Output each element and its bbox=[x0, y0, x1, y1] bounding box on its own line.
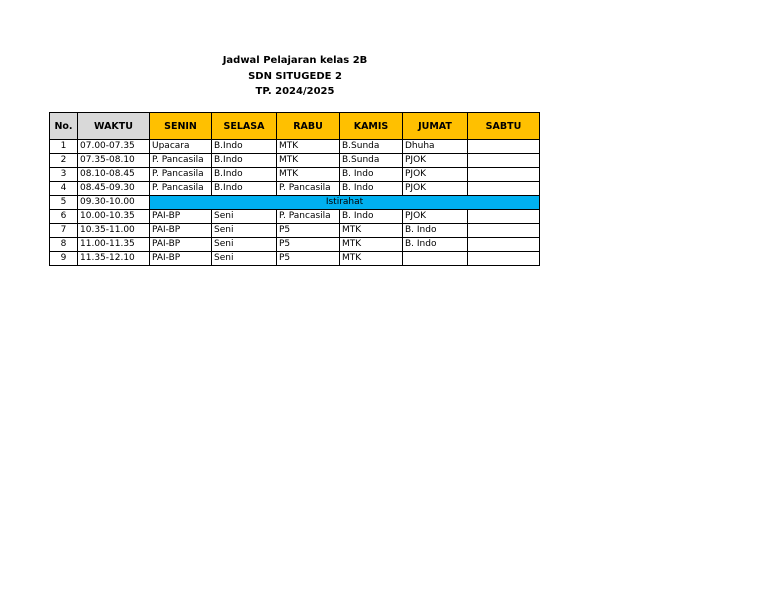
cell-kamis: B. Indo bbox=[340, 182, 403, 196]
cell-waktu: 09.30-10.00 bbox=[78, 196, 150, 210]
cell-selasa: B.Indo bbox=[212, 140, 277, 154]
header-senin: SENIN bbox=[150, 113, 212, 140]
document-title bbox=[210, 53, 380, 100]
table-row bbox=[50, 168, 540, 182]
cell-senin: PAI-BP bbox=[150, 238, 212, 252]
cell-rabu: P. Pancasila bbox=[277, 182, 340, 196]
break-label: Istirahat bbox=[150, 196, 540, 210]
cell-waktu: 07.35-08.10 bbox=[78, 154, 150, 168]
table-row bbox=[50, 140, 540, 154]
header-no: No. bbox=[50, 113, 78, 140]
title-line-3: TP. 2024/2025 bbox=[255, 86, 335, 97]
cell-no: 2 bbox=[50, 154, 78, 168]
cell-waktu: 08.45-09.30 bbox=[78, 182, 150, 196]
cell-selasa: Seni bbox=[212, 238, 277, 252]
cell-senin: Upacara bbox=[150, 140, 212, 154]
cell-rabu: P5 bbox=[277, 252, 340, 266]
cell-jumat: PJOK bbox=[403, 182, 468, 196]
cell-kamis: B. Indo bbox=[340, 168, 403, 182]
title-line-2: SDN SITUGEDE 2 bbox=[248, 70, 342, 82]
cell-jumat: Dhuha bbox=[403, 140, 468, 154]
cell-rabu: MTK bbox=[277, 168, 340, 182]
cell-rabu: P5 bbox=[277, 224, 340, 238]
header-rabu: RABU bbox=[277, 113, 340, 140]
cell-senin: PAI-BP bbox=[150, 210, 212, 224]
cell-kamis: B. Indo bbox=[340, 210, 403, 224]
cell-sabtu bbox=[468, 210, 540, 224]
cell-jumat: PJOK bbox=[403, 210, 468, 224]
table-row bbox=[50, 238, 540, 252]
cell-waktu: 11.35-12.10 bbox=[78, 252, 150, 266]
cell-no: 4 bbox=[50, 182, 78, 196]
cell-kamis: B.Sunda bbox=[340, 154, 403, 168]
cell-selasa: B.Indo bbox=[212, 168, 277, 182]
cell-senin: PAI-BP bbox=[150, 224, 212, 238]
cell-rabu: MTK bbox=[277, 140, 340, 154]
cell-no: 3 bbox=[50, 168, 78, 182]
table-row bbox=[50, 210, 540, 224]
cell-jumat: B. Indo bbox=[403, 224, 468, 238]
cell-no: 5 bbox=[50, 196, 78, 210]
header-waktu: WAKTU bbox=[78, 113, 150, 140]
cell-jumat: PJOK bbox=[403, 154, 468, 168]
cell-jumat bbox=[403, 252, 468, 266]
cell-no: 7 bbox=[50, 224, 78, 238]
cell-waktu: 11.00-11.35 bbox=[78, 238, 150, 252]
cell-rabu: P. Pancasila bbox=[277, 210, 340, 224]
cell-selasa: Seni bbox=[212, 252, 277, 266]
cell-kamis: MTK bbox=[340, 252, 403, 266]
cell-sabtu bbox=[468, 238, 540, 252]
table-row bbox=[50, 252, 540, 266]
cell-waktu: 10.35-11.00 bbox=[78, 224, 150, 238]
title-line-1: Jadwal Pelajaran kelas 2B bbox=[222, 55, 368, 66]
cell-rabu: MTK bbox=[277, 154, 340, 168]
cell-sabtu bbox=[468, 168, 540, 182]
cell-senin: P. Pancasila bbox=[150, 168, 212, 182]
cell-sabtu bbox=[468, 154, 540, 168]
schedule-table bbox=[49, 112, 540, 266]
break-row bbox=[50, 196, 540, 210]
cell-senin: PAI-BP bbox=[150, 252, 212, 266]
header-kamis: KAMIS bbox=[340, 113, 403, 140]
cell-sabtu bbox=[468, 224, 540, 238]
cell-jumat: PJOK bbox=[403, 168, 468, 182]
cell-kamis: MTK bbox=[340, 224, 403, 238]
cell-no: 1 bbox=[50, 140, 78, 154]
cell-no: 6 bbox=[50, 210, 78, 224]
cell-waktu: 07.00-07.35 bbox=[78, 140, 150, 154]
cell-no: 8 bbox=[50, 238, 78, 252]
table-row bbox=[50, 182, 540, 196]
cell-kamis: MTK bbox=[340, 238, 403, 252]
header-selasa: SELASA bbox=[212, 113, 277, 140]
cell-senin: P. Pancasila bbox=[150, 154, 212, 168]
cell-sabtu bbox=[468, 140, 540, 154]
cell-sabtu bbox=[468, 182, 540, 196]
cell-rabu: P5 bbox=[277, 238, 340, 252]
header-jumat: JUMAT bbox=[403, 113, 468, 140]
cell-selasa: B.Indo bbox=[212, 182, 277, 196]
table-row bbox=[50, 154, 540, 168]
cell-waktu: 08.10-08.45 bbox=[78, 168, 150, 182]
cell-no: 9 bbox=[50, 252, 78, 266]
table-row bbox=[50, 224, 540, 238]
header-sabtu: SABTU bbox=[468, 113, 540, 140]
header-row bbox=[50, 113, 540, 140]
cell-kamis: B.Sunda bbox=[340, 140, 403, 154]
cell-senin: P. Pancasila bbox=[150, 182, 212, 196]
cell-selasa: Seni bbox=[212, 224, 277, 238]
cell-jumat: B. Indo bbox=[403, 238, 468, 252]
cell-selasa: Seni bbox=[212, 210, 277, 224]
cell-waktu: 10.00-10.35 bbox=[78, 210, 150, 224]
cell-selasa: B.Indo bbox=[212, 154, 277, 168]
cell-sabtu bbox=[468, 252, 540, 266]
